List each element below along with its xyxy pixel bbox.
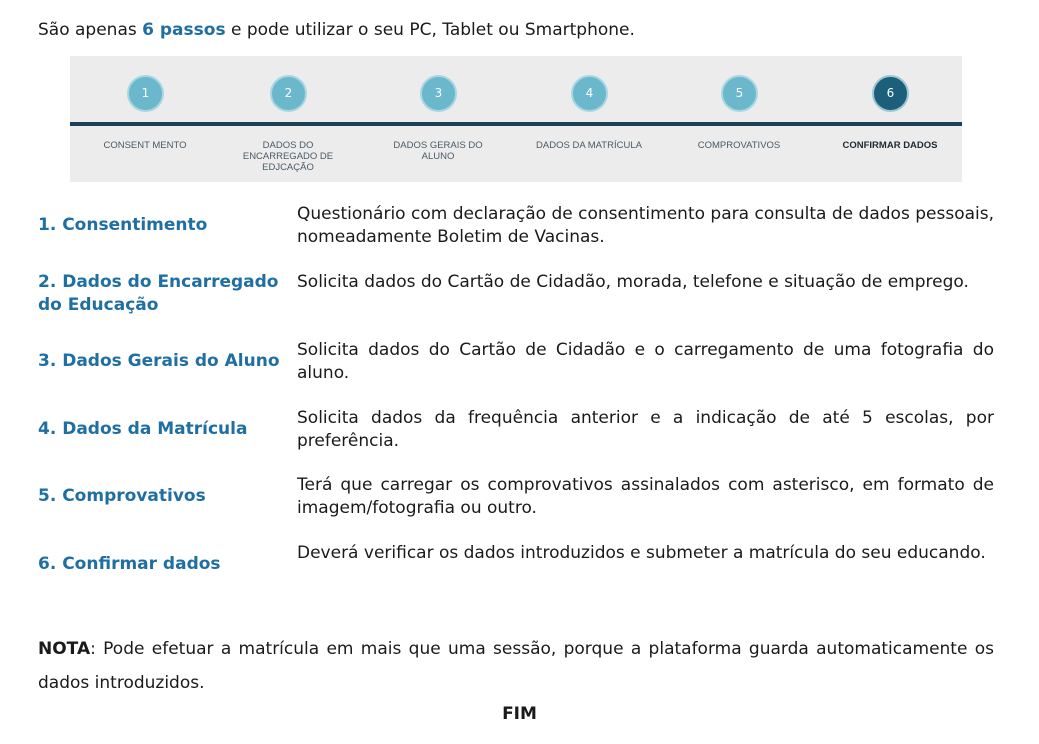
step-description: Solicita dados do Cartão de Cidadão, morada, telefone e situação de emprego. (297, 272, 969, 292)
progress-stepper (70, 56, 962, 182)
step-label: DADOS GERAIS DO ALUNO (393, 140, 483, 162)
step-label: DADOS DA MATRÍCULA (536, 140, 642, 151)
note-label: NOTA (38, 639, 91, 659)
step-description: Terá que carregar os comprovativos assinalados com asterisco, em formato de imagem/fotografia ou outro. (297, 475, 994, 518)
step-confirmar-dados[interactable] (815, 56, 965, 182)
step-circle[interactable]: 3 (420, 75, 457, 112)
step-encarregado[interactable] (213, 56, 363, 182)
step-term: 3. Dados Gerais do Aluno (38, 351, 280, 371)
step-dados-gerais[interactable] (363, 56, 513, 182)
step-description: Deverá verificar os dados introduzidos e submeter a matrícula do seu educando. (297, 543, 986, 563)
end-marker: FIM (502, 704, 537, 724)
step-description: Solicita dados da frequência anterior e a indicação de até 5 escolas, por preferência. (297, 408, 994, 451)
step-term: 4. Dados da Matrícula (38, 419, 248, 439)
step-label: COMPROVATIVOS (697, 140, 781, 151)
note-text: : Pode efetuar a matrícula em mais que uma sessão, porque a plataforma guarda automaticamente os dados introduzidos. (38, 639, 994, 693)
step-description: Solicita dados do Cartão de Cidadão e o carregamento de uma fotografia do aluno. (297, 340, 994, 383)
step-description: Questionário com declaração de consentimento para consulta de dados pessoais, nomeadamente Boletim de Vacinas. (297, 204, 994, 247)
step-circle-active[interactable]: 6 (872, 75, 909, 112)
step-term: 2. Dados do Encarregado do Educação (38, 272, 279, 315)
step-term: 6. Confirmar dados (38, 554, 221, 574)
intro-after: e pode utilizar o seu PC, Tablet ou Smartphone. (225, 20, 635, 40)
step-term: 1. Consentimento (38, 215, 208, 235)
step-consentimento[interactable] (70, 56, 220, 182)
step-matricula[interactable] (514, 56, 664, 182)
note-paragraph (38, 632, 994, 700)
intro-highlight: 6 passos (142, 20, 226, 40)
step-circle[interactable]: 5 (721, 75, 758, 112)
step-label: CONSENT MENTO (103, 140, 187, 151)
step-circle[interactable]: 2 (270, 75, 307, 112)
intro-before: São apenas (38, 20, 143, 40)
step-circle[interactable]: 4 (571, 75, 608, 112)
step-term: 5. Comprovativos (38, 486, 206, 506)
intro-text (38, 20, 635, 40)
step-label-active: CONFIRMAR DADOS (842, 140, 938, 151)
step-label: DADOS DO ENCARREGADO DE EDJCAÇÃO (242, 140, 334, 173)
step-comprovativos[interactable] (664, 56, 814, 182)
step-circle[interactable]: 1 (127, 75, 164, 112)
